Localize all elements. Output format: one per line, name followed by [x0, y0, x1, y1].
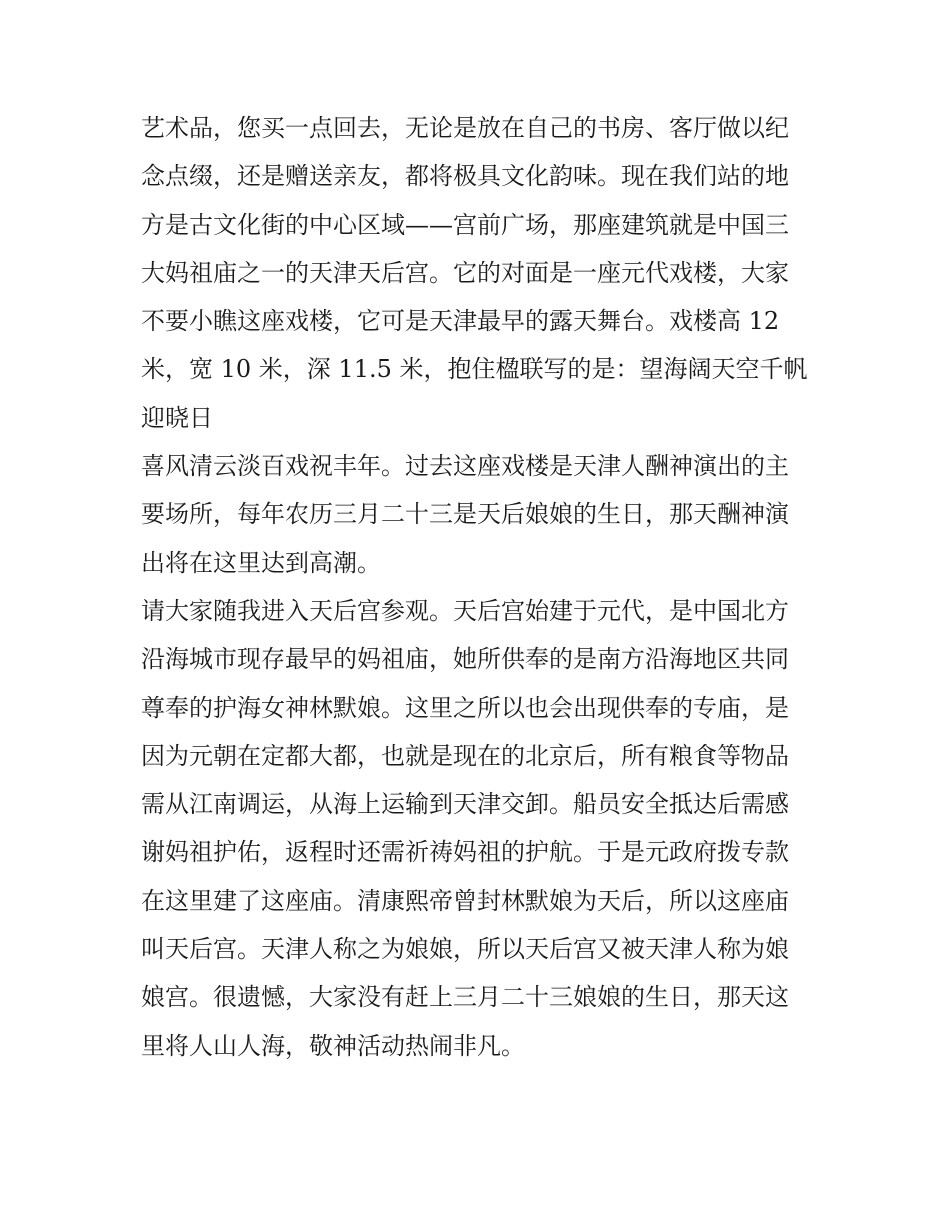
text-line: 出将在这里达到高潮。 [141, 548, 381, 577]
text-line: 需从江南调运，从海上运输到天津交卸。船员安全抵达后需感 [141, 790, 789, 819]
text-line: 迎晓日 [141, 403, 213, 432]
text-line: 叫天后宫。天津人称之为娘娘，所以天后宫又被天津人称为娘 [141, 935, 789, 964]
text-line: 因为元朝在定都大都，也就是现在的北京后，所有粮食等物品 [141, 741, 789, 770]
text-line: 大妈祖庙之一的天津天后宫。它的对面是一座元代戏楼，大家 [141, 258, 789, 287]
text-line: 喜风清云淡百戏祝丰年。过去这座戏楼是天津人酬神演出的主 [141, 452, 789, 481]
text-line: 念点缀，还是赠送亲友，都将极具文化韵味。现在我们站的地 [141, 162, 789, 191]
text-line: 方是古文化街的中心区域——宫前广场，那座建筑就是中国三 [141, 210, 789, 239]
text-line: 娘宫。很遗憾，大家没有赶上三月二十三娘娘的生日，那天这 [141, 983, 789, 1012]
text-line: 里将人山人海，敬神活动热闹非凡。 [141, 1031, 525, 1060]
text-line: 谢妈祖护佑，返程时还需祈祷妈祖的护航。于是元政府拨专款 [141, 838, 789, 867]
text-line: 艺术品，您买一点回去，无论是放在自己的书房、客厅做以纪 [141, 114, 789, 142]
text-line: 请大家随我进入天后宫参观。天后宫始建于元代，是中国北方 [141, 596, 789, 625]
text-line: 尊奉的护海女神林默娘。这里之所以也会出现供奉的专庙，是 [141, 693, 789, 722]
text-line: 要场所，每年农历三月二十三是天后娘娘的生日，那天酬神演 [141, 500, 789, 529]
text-line: 不要小瞧这座戏楼，它可是天津最早的露天舞台。戏楼高 12 [141, 307, 780, 336]
document-body [141, 104, 821, 1070]
text-line: 沿海城市现存最早的妈祖庙，她所供奉的是南方沿海地区共同 [141, 645, 789, 674]
text-line: 米，宽 10 米，深 11.5 米，抱住楹联写的是：望海阔天空千帆 [141, 355, 808, 384]
text-line: 在这里建了这座庙。清康熙帝曾封林默娘为天后，所以这座庙 [141, 886, 789, 915]
